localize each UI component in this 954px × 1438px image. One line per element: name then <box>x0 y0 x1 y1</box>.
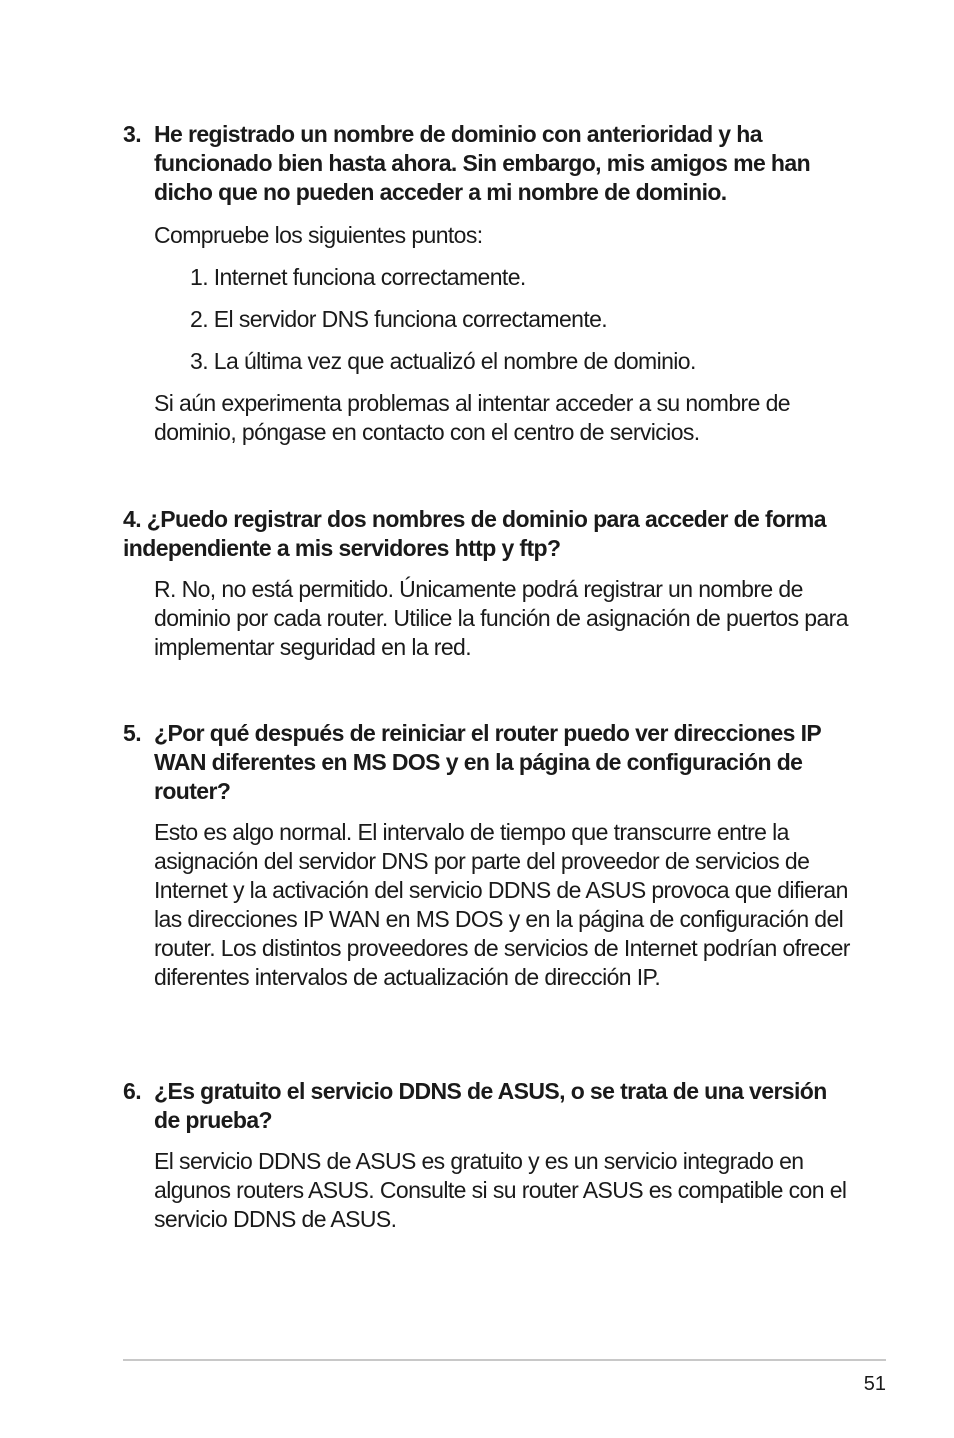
faq-answer: Si aún experimenta problemas al intentar acceder a su nombre de dominio, póngase en contacto con el centro de servicios. <box>154 390 790 445</box>
checklist-item: 1. Internet funciona correctamente. <box>190 264 526 290</box>
faq-question-text: ¿Por qué después de reiniciar el router puedo ver direcciones IP WAN diferentes en MS DOS y en la página de configuración de router? <box>154 720 821 804</box>
footer-divider <box>123 1359 886 1361</box>
faq-answer-intro: Compruebe los siguientes puntos: <box>154 222 483 248</box>
faq-item-4 <box>123 505 853 662</box>
faq-number: 3. <box>123 121 141 147</box>
checklist <box>190 263 853 376</box>
faq-question-text: ¿Puedo registrar dos nombres de dominio para acceder de forma independiente a mis servidores http y ftp? <box>123 506 826 561</box>
checklist-item: 2. El servidor DNS funciona correctamente. <box>190 306 608 332</box>
faq-question <box>123 505 853 563</box>
faq-item-3 <box>123 120 853 447</box>
faq-answer: El servicio DDNS de ASUS es gratuito y es un servicio integrado en algunos routers ASUS. Consulte si su router ASUS es compatible con el servicio DDNS de ASUS. <box>154 1148 847 1232</box>
faq-answer: Esto es algo normal. El intervalo de tiempo que transcurre entre la asignación del servidor DNS por parte del proveedor de servicios de Internet y la activación del servicio DDNS de ASUS provoca que difieran las direcciones IP WAN en MS DOS y en la página de configuración del router. Los distintos proveedores de servicios de Internet podrían ofrecer diferentes intervalos de actualización de dirección IP. <box>154 819 850 990</box>
faq-question-text: ¿Es gratuito el servicio DDNS de ASUS, o se trata de una versión de prueba? <box>154 1078 827 1133</box>
faq-number: 4. <box>123 506 141 532</box>
page-number: 51 <box>863 1373 886 1395</box>
faq-question-text: He registrado un nombre de dominio con anterioridad y ha funcionado bien hasta ahora. Sin embargo, mis amigos me han dicho que no pueden acceder a mi nombre de dominio. <box>154 121 811 205</box>
faq-number: 5. <box>123 720 141 746</box>
faq-item-6 <box>123 1077 853 1234</box>
faq-question <box>123 719 853 806</box>
faq-question <box>123 1077 853 1135</box>
faq-item-5 <box>123 719 853 992</box>
faq-question <box>123 120 853 207</box>
faq-number: 6. <box>123 1078 141 1104</box>
checklist-item: 3. La última vez que actualizó el nombre de dominio. <box>190 348 696 374</box>
faq-answer: R. No, no está permitido. Únicamente podrá registrar un nombre de dominio por cada router. Utilice la función de asignación de puertos para implementar seguridad en la red. <box>154 576 848 660</box>
